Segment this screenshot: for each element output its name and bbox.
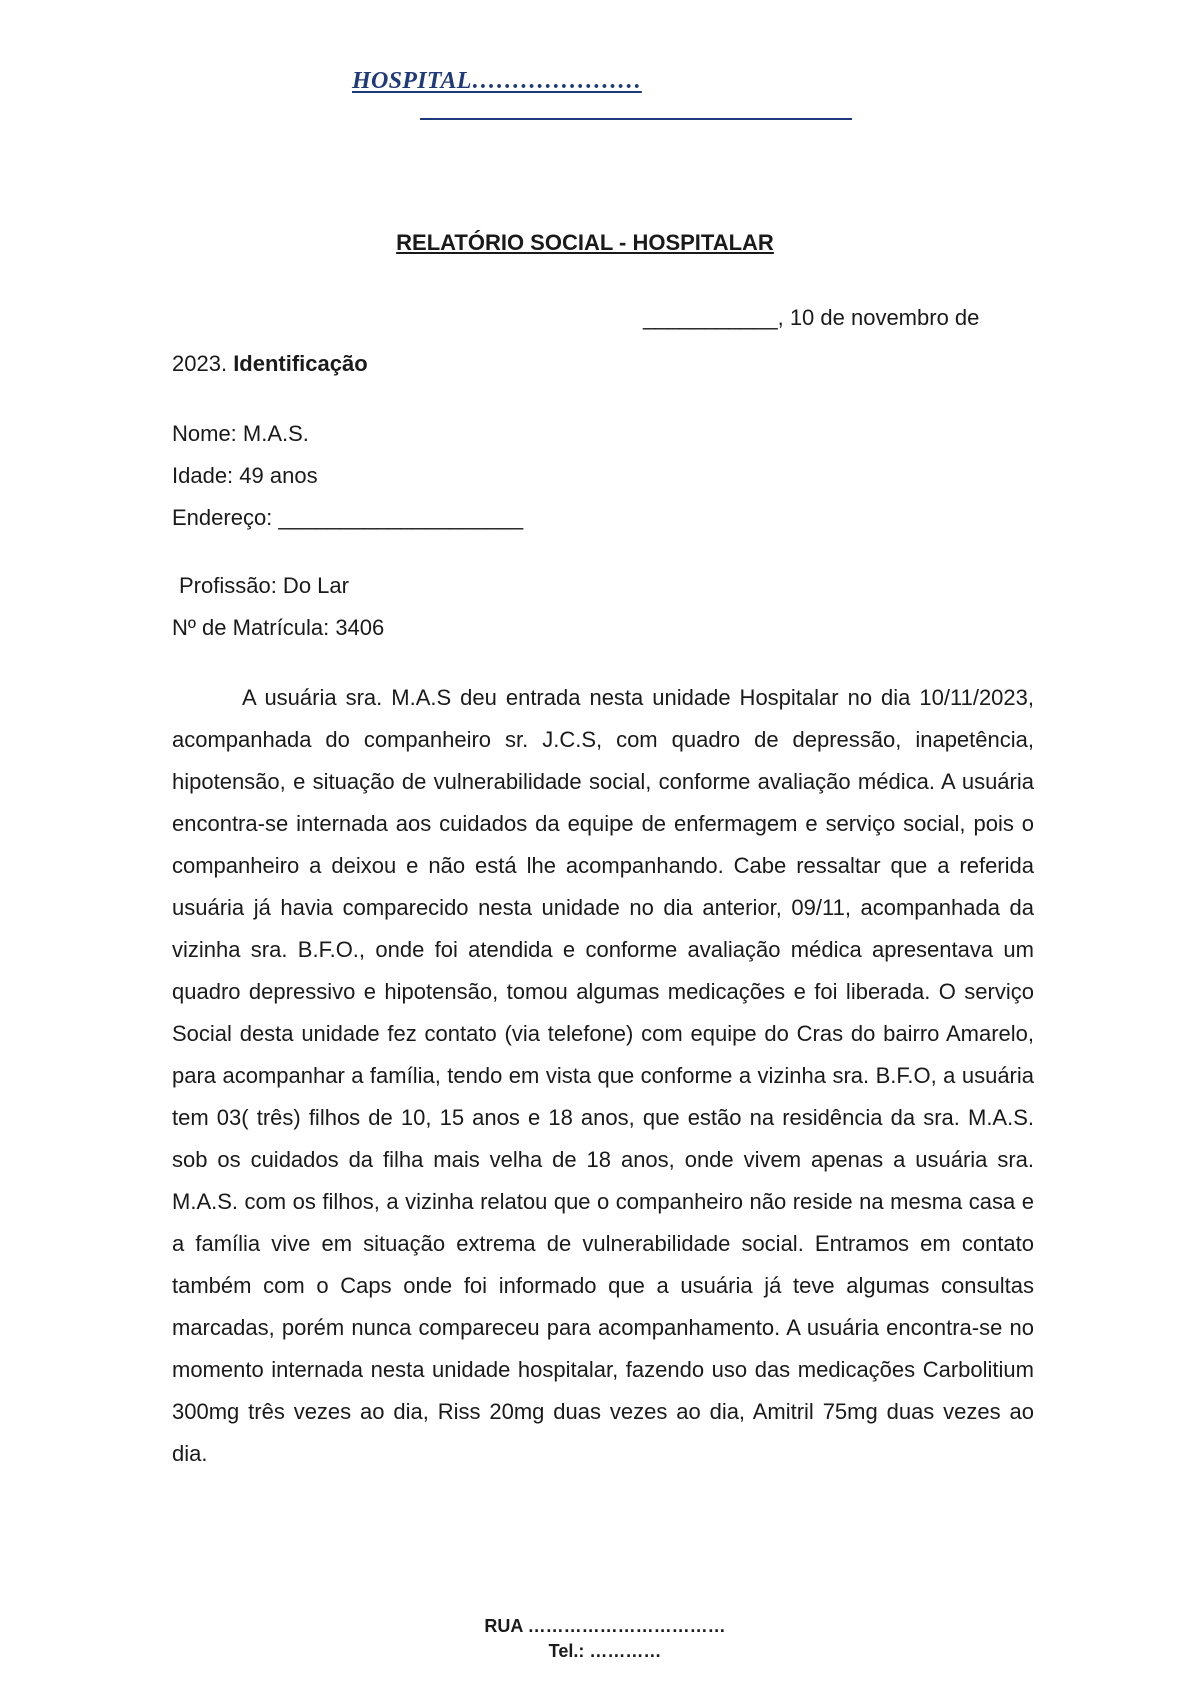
report-body: A usuária sra. M.A.S deu entrada nesta unidade Hospitalar no dia 10/11/2023, acompanhada do companheiro sr. J.C.S, com quadro de depressão, inapetência, hipotensão, e situação de vulnerabilidade social, conforme avaliação médica. A usuária encontra-se internada aos cuidados da equipe de enfermagem e serviço social, pois o companheiro a deixou e não está lhe acompanhando. Cabe ressaltar que a referida usuária já havia comparecido nesta unidade no dia anterior, 09/11, acompanhada da vizinha sra. B.F.O., onde foi atendida e conforme avaliação médica apresentava um quadro depressivo e hipotensão, tomou algumas medicações e foi liberada. O serviço Social desta unidade fez contato (via telefone) com equipe do Cras do bairro Amarelo, para acompanhar a família, tendo em vista que conforme a vizinha sra. B.F.O, a usuária tem 03( três) filhos de 10, 15 anos e 18 anos, que estão na residência da sra. M.A.S. sob os cuidados da filha mais velha de 18 anos, onde vivem apenas a usuária sra. M.A.S. com os filhos, a vizinha relatou que o companheiro não reside na mesma casa e a família vive em situação extrema de vulnerabilidade social. Entramos em contato também com o Caps onde foi informado que a usuária já teve algumas consultas marcadas, porém nunca compareceu para acompanhamento. A usuária encontra-se no momento internada nesta unidade hospitalar, fazendo uso das medicações Carbolitium 300mg três vezes ao dia, Riss 20mg duas vezes ao dia, Amitril 75mg duas vezes ao dia. <box>172 685 1034 1466</box>
footer-street: RUA …………………………… <box>484 1616 726 1636</box>
field-name: Nome: M.A.S. <box>172 421 309 446</box>
field-profession: Profissão: Do Lar <box>179 573 349 598</box>
date-line: ___________, 10 de novembro de <box>643 305 980 330</box>
field-registration: Nº de Matrícula: 3406 <box>172 615 385 640</box>
date-year: 2023. <box>172 351 228 376</box>
section-heading-identification: Identificação <box>233 351 368 376</box>
header-rule <box>420 118 852 120</box>
field-age: Idade: 49 anos <box>172 463 318 488</box>
footer-phone: Tel.: ………… <box>548 1641 662 1661</box>
hospital-header: HOSPITAL………………… <box>352 68 642 94</box>
document-title: RELATÓRIO SOCIAL - HOSPITALAR <box>396 230 774 255</box>
field-address: Endereço: ____________________ <box>172 505 524 530</box>
date-continuation <box>172 351 368 377</box>
